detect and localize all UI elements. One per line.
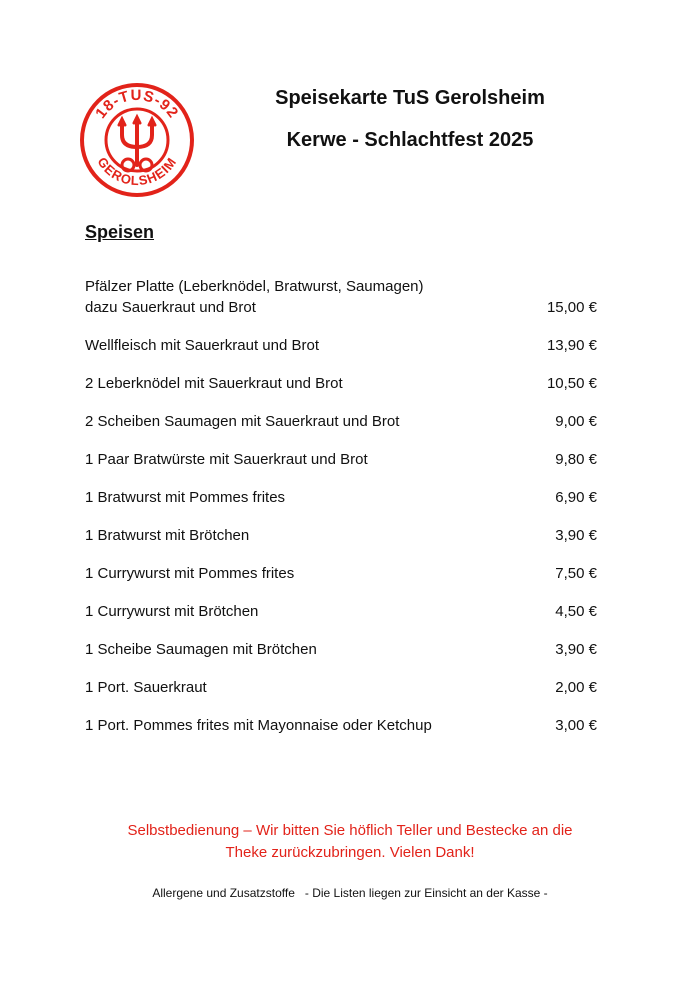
menu-item [85, 373, 597, 394]
menu-item [85, 411, 597, 432]
section-heading: Speisen [85, 222, 155, 242]
menu-item [85, 677, 597, 698]
menu-item-name: 1 Currywurst mit Pommes frites [85, 565, 295, 582]
menu-item-name: 1 Port. Pommes frites mit Mayonnaise oder Ketchup [85, 717, 432, 734]
menu-item-name: 1 Paar Bratwürste mit Sauerkraut und Brot [85, 451, 368, 468]
menu-item-name: 2 Leberknödel mit Sauerkraut und Brot [85, 375, 343, 392]
menu-item [85, 639, 597, 660]
self-service-notice [60, 820, 640, 864]
logo-bottom-text: GEROLSHEIM [94, 154, 180, 189]
menu-item-price: 15,00 € [546, 299, 597, 316]
menu-item-price: 2,00 € [555, 679, 597, 696]
menu-item-price: 3,90 € [555, 641, 597, 658]
menu-item [85, 601, 597, 622]
menu-item-name-line1: Pfälzer Platte (Leberknödel, Bratwurst, Saumagen) [85, 278, 424, 295]
menu-item [85, 449, 597, 470]
menu-item [85, 525, 597, 546]
page-title: Speisekarte TuS Gerolsheim [275, 87, 545, 109]
menu-item-name [85, 276, 424, 318]
menu-item-name: Wellfleisch mit Sauerkraut und Brot [85, 337, 319, 354]
menu-item-name: 1 Bratwurst mit Pommes frites [85, 489, 286, 506]
menu-item-price: 3,00 € [555, 717, 597, 734]
menu-item-name: 1 Port. Sauerkraut [85, 679, 207, 696]
club-logo [80, 83, 194, 197]
menu-item-name: 2 Scheiben Saumagen mit Sauerkraut und Brot [85, 413, 400, 430]
menu-item [85, 335, 597, 356]
logo-top-text: 18-TUS-92 [92, 86, 182, 122]
page-subtitle: Kerwe - Schlachtfest 2025 [286, 129, 534, 151]
menu-item-price: 10,50 € [546, 375, 597, 392]
notice-line2: Theke zurückzubringen. Vielen Dank! [225, 844, 475, 861]
menu-item-price: 9,00 € [555, 413, 597, 430]
menu-item [85, 715, 597, 736]
allergen-footer: Allergene und Zusatzstoffe - Die Listen liegen zur Einsicht an der Kasse - [152, 886, 548, 900]
menu-item-price: 7,50 € [555, 565, 597, 582]
notice-line1: Selbstbedienung – Wir bitten Sie höflich Teller und Bestecke an die [127, 822, 573, 839]
menu-item-name: 1 Currywurst mit Brötchen [85, 603, 259, 620]
menu-item-name-line2: dazu Sauerkraut und Brot [85, 299, 256, 316]
menu-item-price: 6,90 € [555, 489, 597, 506]
menu-item [85, 487, 597, 508]
menu-list [85, 276, 597, 753]
menu-item [85, 276, 597, 318]
menu-item-price: 4,50 € [555, 603, 597, 620]
menu-item-name: 1 Scheibe Saumagen mit Brötchen [85, 641, 317, 658]
menu-item-price: 13,90 € [546, 337, 597, 354]
menu-item-price: 9,80 € [555, 451, 597, 468]
menu-item [85, 563, 597, 584]
menu-item-name: 1 Bratwurst mit Brötchen [85, 527, 250, 544]
menu-item-price: 3,90 € [555, 527, 597, 544]
